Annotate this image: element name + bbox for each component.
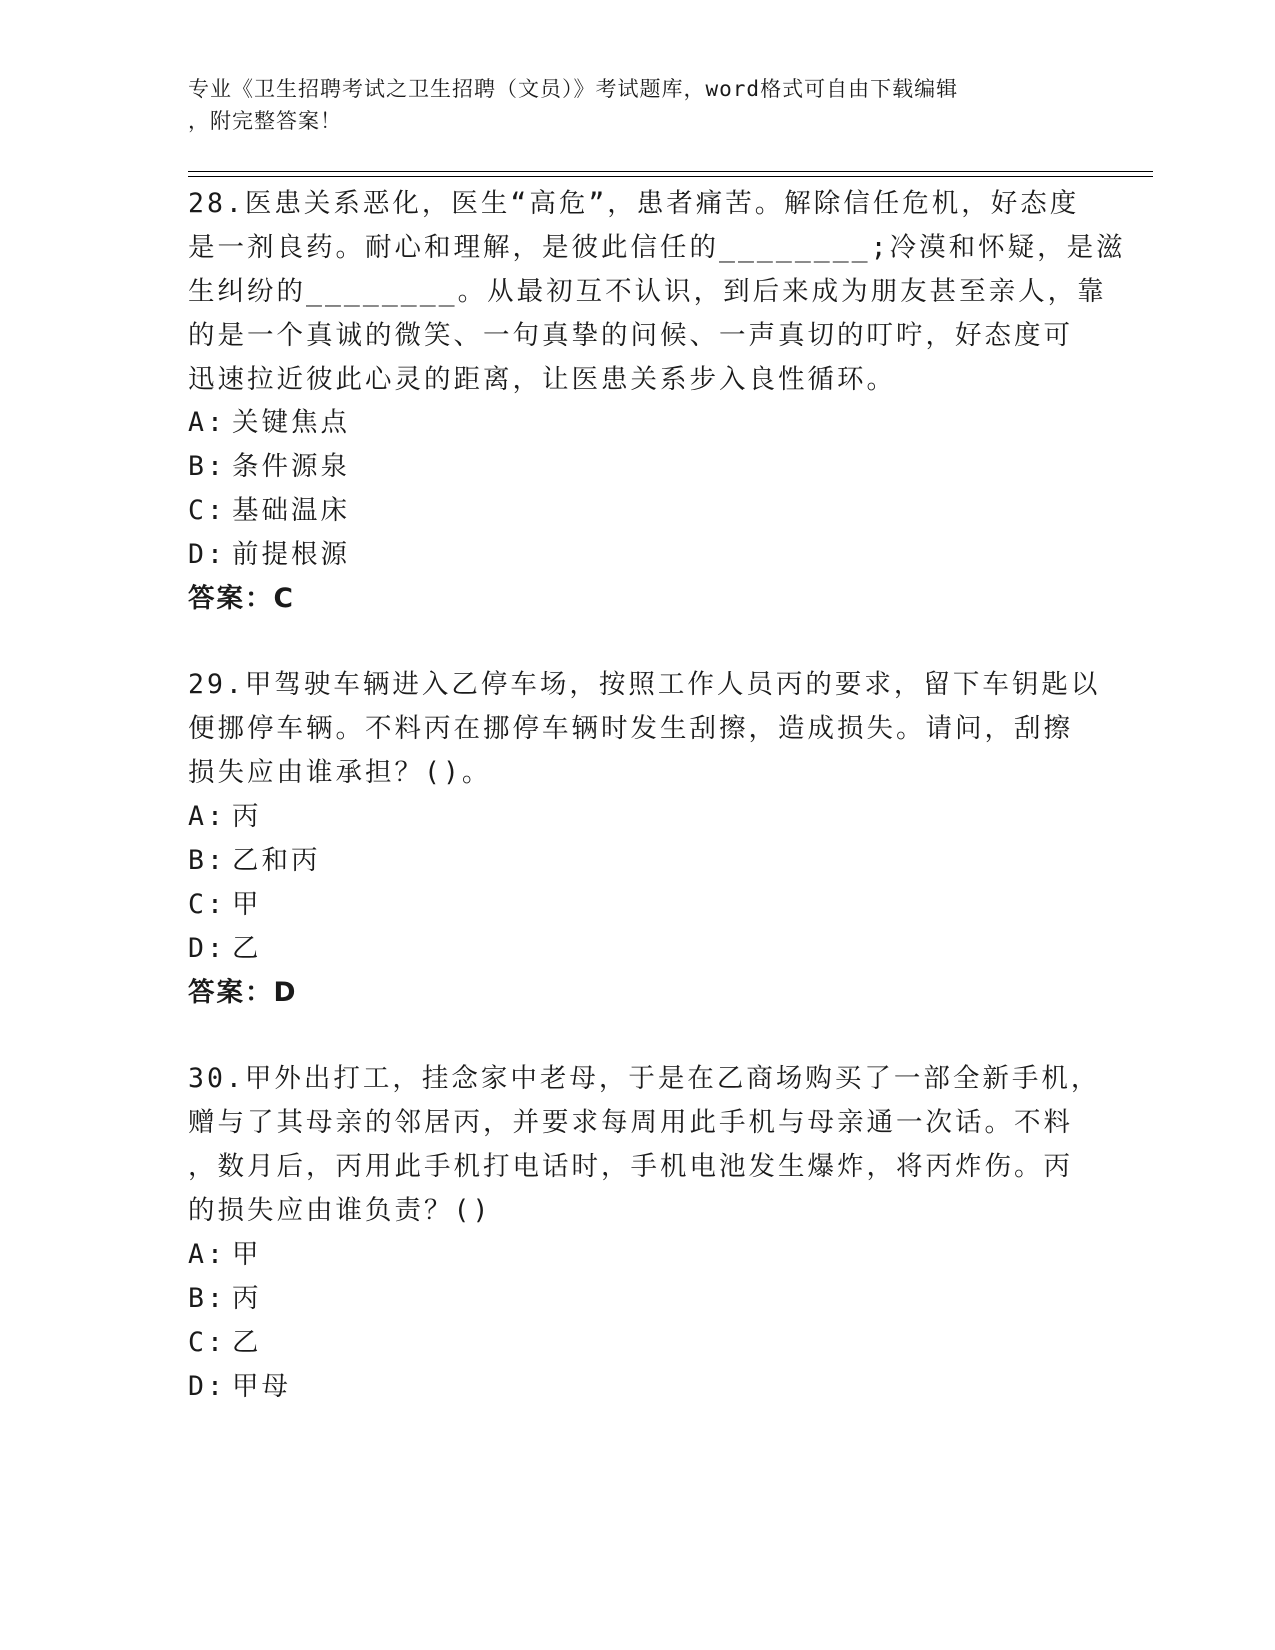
option-key: B: — [188, 1283, 226, 1314]
option-key: A: — [188, 801, 226, 832]
question-text-line: 便挪停车辆。不料丙在挪停车辆时发生刮擦，造成损失。请问，刮擦 — [188, 713, 1073, 744]
option-key: D: — [188, 539, 226, 570]
question-text-line: 赠与了其母亲的邻居丙，并要求每周用此手机与母亲通一次话。不料 — [188, 1107, 1073, 1138]
option-key: C: — [188, 1327, 226, 1358]
question-text-line: 的是一个真诚的微笑、一句真挚的问候、一声真切的叮咛，好态度可 — [188, 320, 1073, 351]
answer-label: 答案：C — [188, 583, 295, 614]
question-text-line: 的损失应由谁负责？() — [188, 1195, 492, 1226]
option-text: 甲母 — [232, 1371, 291, 1402]
option-text: 条件源泉 — [232, 451, 350, 482]
option-d — [188, 931, 262, 967]
header-rule-bottom — [188, 176, 1153, 177]
option-text: 乙 — [232, 1327, 262, 1358]
option-text: 关键焦点 — [232, 407, 350, 438]
question-text-line: ，数月后，丙用此手机打电话时，手机电池发生爆炸，将丙炸伤。丙 — [188, 1151, 1073, 1182]
option-b — [188, 843, 321, 879]
option-c — [188, 887, 262, 923]
option-key: B: — [188, 451, 226, 482]
option-key: D: — [188, 933, 226, 964]
question-text-line: 生纠纷的________。从最初互不认识，到后来成为朋友甚至亲人，靠 — [188, 276, 1107, 307]
option-d — [188, 1369, 291, 1405]
header-rule-top — [188, 171, 1153, 172]
option-key: D: — [188, 1371, 226, 1402]
option-c — [188, 1325, 262, 1361]
option-a — [188, 1237, 262, 1273]
header-title-continued: ，附完整答案！ — [188, 109, 342, 133]
answer-label: 答案：D — [188, 977, 298, 1008]
option-b — [188, 449, 350, 485]
option-a — [188, 405, 350, 441]
option-text: 乙 — [232, 933, 262, 964]
option-key: A: — [188, 407, 226, 438]
header-title: 专业《卫生招聘考试之卫生招聘（文员）》考试题库，word格式可自由下载编辑 — [188, 77, 959, 101]
question-text-line: 损失应由谁承担？()。 — [188, 757, 492, 788]
question-text-line: 28.医患关系恶化，医生“高危”，患者痛苦。解除信任危机，好态度 — [188, 188, 1080, 219]
option-text: 前提根源 — [232, 539, 350, 570]
option-b — [188, 1281, 262, 1317]
option-text: 丙 — [232, 1283, 262, 1314]
option-key: C: — [188, 889, 226, 920]
option-key: C: — [188, 495, 226, 526]
option-text: 基础温床 — [232, 495, 350, 526]
option-a — [188, 799, 262, 835]
question-text-line: 是一剂良药。耐心和理解，是彼此信任的________;冷漠和怀疑，是滋 — [188, 232, 1126, 263]
option-key: B: — [188, 845, 226, 876]
option-text: 甲 — [232, 1239, 262, 1270]
option-c — [188, 493, 350, 529]
question-text-line: 迅速拉近彼此心灵的距离，让医患关系步入良性循环。 — [188, 364, 896, 395]
option-text: 丙 — [232, 801, 262, 832]
question-text-line: 30.甲外出打工，挂念家中老母，于是在乙商场购买了一部全新手机， — [188, 1063, 1101, 1094]
option-d — [188, 537, 350, 573]
option-key: A: — [188, 1239, 226, 1270]
option-text: 乙和丙 — [232, 845, 321, 876]
option-text: 甲 — [232, 889, 262, 920]
question-text-line: 29.甲驾驶车辆进入乙停车场，按照工作人员丙的要求，留下车钥匙以 — [188, 669, 1101, 700]
